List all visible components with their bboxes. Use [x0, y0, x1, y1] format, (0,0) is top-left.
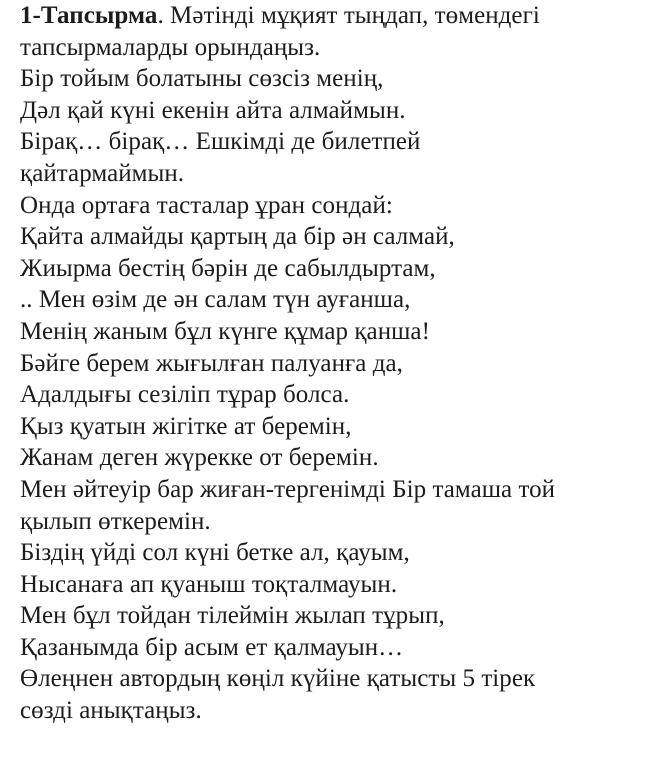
task-label: 1-Тапсырма: [20, 2, 158, 29]
poem-line-19: Қазанымда бір асым ет қалмауын…: [20, 633, 404, 661]
poem-line-8: .. Мен өзім де ән салам түн ауғанша,: [20, 286, 411, 314]
question-line-2: сөзді анықтаңыз.: [20, 697, 202, 725]
poem-line-11: Адалдығы сезіліп тұрар болса.: [20, 381, 350, 409]
poem-line-15: қылып өткеремін.: [20, 507, 211, 535]
poem-line-16: Біздің үйді сол күні бетке ал, қауым,: [20, 539, 410, 567]
question-line-1: Өлеңнен автордың көңіл күйіне қатысты 5 тірек: [20, 665, 536, 693]
poem-line-13: Жанам деген жүрекке от беремін.: [20, 444, 379, 472]
poem-line-18: Мен бұл тойдан тілеймін жылап тұрып,: [20, 602, 445, 630]
poem-line-17: Нысанаға ап қуаныш тоқталмауын.: [20, 570, 398, 598]
poem-line-7: Жиырма бестің бәрін де сабылдыртам,: [20, 254, 436, 282]
poem-line-2: Дәл қай күні екенін айта алмаймын.: [20, 96, 406, 124]
poem-line-1: Бір тойым болатыны сөзсіз менің,: [20, 65, 384, 93]
poem-line-3: Бірақ… бірақ… Ешкімді де билетпей: [20, 128, 421, 156]
poem-line-14: Мен әйтеуір бар жиған-тергенімді Бір тамаша той: [20, 475, 556, 503]
poem-line-4: қайтармаймын.: [20, 159, 185, 187]
poem-line-10: Бәйге берем жығылған палуанға да,: [20, 349, 403, 377]
poem-line-9: Менің жаным бұл күнге құмар қанша!: [20, 317, 430, 345]
poem-line-5: Онда ортаға тасталар ұран сондай:: [20, 191, 393, 219]
document-text: [20, 0, 650, 741]
task-instruction: . Мәтінді мұқият тыңдап, төмендегі: [157, 2, 540, 29]
cropped-next-line: [20, 729, 650, 741]
poem-line-12: Қыз қуатын жігітке ат беремін,: [20, 412, 352, 440]
task-heading-line: [20, 0, 650, 32]
text-line-1: тапсырмаларды орындаңыз.: [20, 33, 321, 61]
poem-line-6: Қайта алмайды қартың да бір ән салмай,: [20, 223, 455, 251]
